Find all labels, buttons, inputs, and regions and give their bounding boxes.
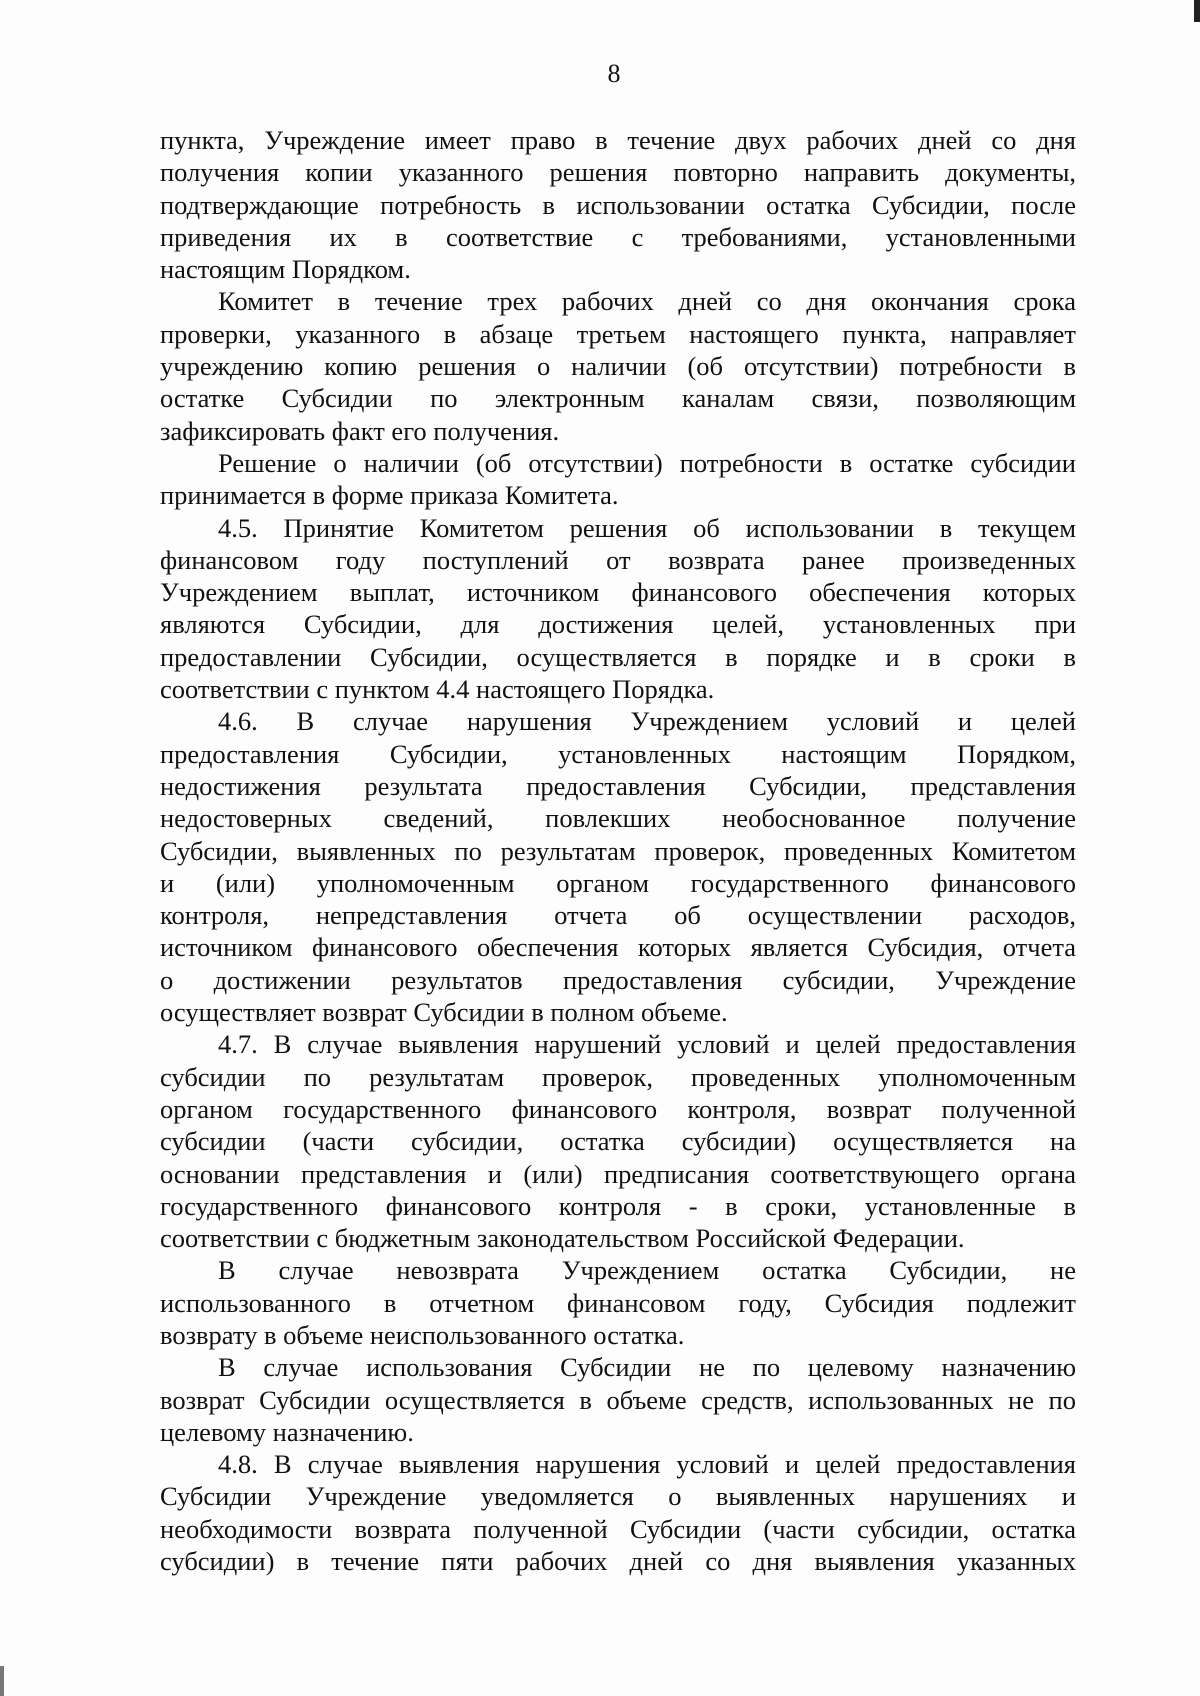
document-body bbox=[160, 124, 1076, 1577]
text-line: источником финансового обеспечения которых является Субсидия, отчета bbox=[160, 932, 1076, 963]
text-line: Комитет в течение трех рабочих дней со дня окончания срока bbox=[218, 286, 1076, 317]
paragraph bbox=[160, 1351, 1076, 1448]
text-line: недостижения результата предоставления Субсидии, представления bbox=[160, 770, 1076, 801]
text-line: Решение о наличии (об отсутствии) потребности в остатке субсидии bbox=[218, 447, 1076, 478]
paragraph-4-8 bbox=[160, 1448, 1076, 1577]
text-line: зафиксировать факт его получения. bbox=[160, 415, 560, 446]
paragraph bbox=[160, 1254, 1076, 1351]
text-line: о достижении результатов предоставления субсидии, Учреждение bbox=[160, 964, 1076, 995]
page-number: 8 bbox=[607, 59, 621, 88]
text-line: финансовом году поступлений от возврата ранее произведенных bbox=[160, 544, 1076, 575]
scan-edge-mark bbox=[1194, 0, 1200, 22]
text-line: получения копии указанного решения повторно направить документы, bbox=[160, 157, 1076, 188]
text-line: возврат Субсидии осуществляется в объеме средств, использованных не по bbox=[160, 1384, 1076, 1415]
text-line: Субсидии, выявленных по результатам проверок, проведенных Комитетом bbox=[160, 835, 1076, 866]
text-line: целевому назначению. bbox=[160, 1416, 414, 1447]
text-line: соответствии с бюджетным законодательством Российской Федерации. bbox=[160, 1223, 965, 1254]
text-line: 4.7. В случае выявления нарушений условий и целей предоставления bbox=[218, 1029, 1076, 1060]
text-line: учреждению копию решения о наличии (об отсутствии) потребности в bbox=[160, 351, 1076, 382]
text-line: предоставлении Субсидии, осуществляется в порядке и в сроки в bbox=[160, 641, 1076, 672]
paragraph bbox=[160, 285, 1076, 446]
text-line: являются Субсидии, для достижения целей, установленных при bbox=[160, 609, 1076, 640]
text-line: подтверждающие потребность в использовании остатка Субсидии, после bbox=[160, 189, 1076, 220]
paragraph-continuation bbox=[160, 124, 1076, 285]
text-line: соответствии с пунктом 4.4 настоящего Порядка. bbox=[160, 674, 715, 705]
text-line: принимается в форме приказа Комитета. bbox=[160, 480, 619, 511]
text-line: субсидии) в течение пяти рабочих дней со дня выявления указанных bbox=[160, 1546, 1076, 1577]
text-line: основании представления и (или) предписания соответствующего органа bbox=[160, 1158, 1076, 1189]
paragraph bbox=[160, 447, 1076, 512]
paragraph-4-5 bbox=[160, 512, 1076, 706]
text-line: и (или) уполномоченным органом государственного финансового bbox=[160, 867, 1076, 898]
text-line: приведения их в соответствие с требованиями, установленными bbox=[160, 221, 1076, 252]
text-line: возврату в объеме неиспользованного остатка. bbox=[160, 1319, 685, 1350]
text-line: использованного в отчетном финансовом году, Субсидия подлежит bbox=[160, 1287, 1076, 1318]
text-line: субсидии по результатам проверок, проведенных уполномоченным bbox=[160, 1061, 1076, 1092]
text-line: В случае невозврата Учреждением остатка Субсидии, не bbox=[218, 1255, 1076, 1286]
text-line: государственного финансового контроля - в сроки, установленные в bbox=[160, 1190, 1076, 1221]
text-line: осуществляет возврат Субсидии в полном объеме. bbox=[160, 997, 728, 1028]
text-line: 4.6. В случае нарушения Учреждением условий и целей bbox=[218, 706, 1076, 737]
paragraph-4-7 bbox=[160, 1028, 1076, 1254]
text-line: В случае использования Субсидии не по целевому назначению bbox=[218, 1352, 1076, 1383]
text-line: пункта, Учреждение имеет право в течение двух рабочих дней со дня bbox=[160, 125, 1076, 155]
text-line: субсидии (части субсидии, остатка субсидии) осуществляется на bbox=[160, 1126, 1076, 1157]
text-line: 4.8. В случае выявления нарушения условий и целей предоставления bbox=[218, 1449, 1076, 1480]
text-line: необходимости возврата полученной Субсидии (части субсидии, остатка bbox=[160, 1513, 1076, 1544]
text-line: контроля, непредставления отчета об осуществлении расходов, bbox=[160, 900, 1076, 931]
paragraph-4-6 bbox=[160, 705, 1076, 1028]
text-line: проверки, указанного в абзаце третьем настоящего пункта, направляет bbox=[160, 318, 1076, 349]
text-line: настоящим Порядком. bbox=[160, 254, 411, 285]
text-line: остатке Субсидии по электронным каналам связи, позволяющим bbox=[160, 383, 1076, 414]
text-line: Учреждением выплат, источником финансового обеспечения которых bbox=[160, 577, 1076, 608]
scan-edge-mark-left bbox=[0, 1666, 4, 1696]
text-line: 4.5. Принятие Комитетом решения об использовании в текущем bbox=[218, 512, 1076, 543]
text-line: предоставления Субсидии, установленных настоящим Порядком, bbox=[160, 738, 1076, 769]
text-line: органом государственного финансового контроля, возврат полученной bbox=[160, 1093, 1076, 1124]
text-line: Субсидии Учреждение уведомляется о выявленных нарушениях и bbox=[160, 1481, 1076, 1512]
text-line: недостоверных сведений, повлекших необоснованное получение bbox=[160, 803, 1076, 834]
